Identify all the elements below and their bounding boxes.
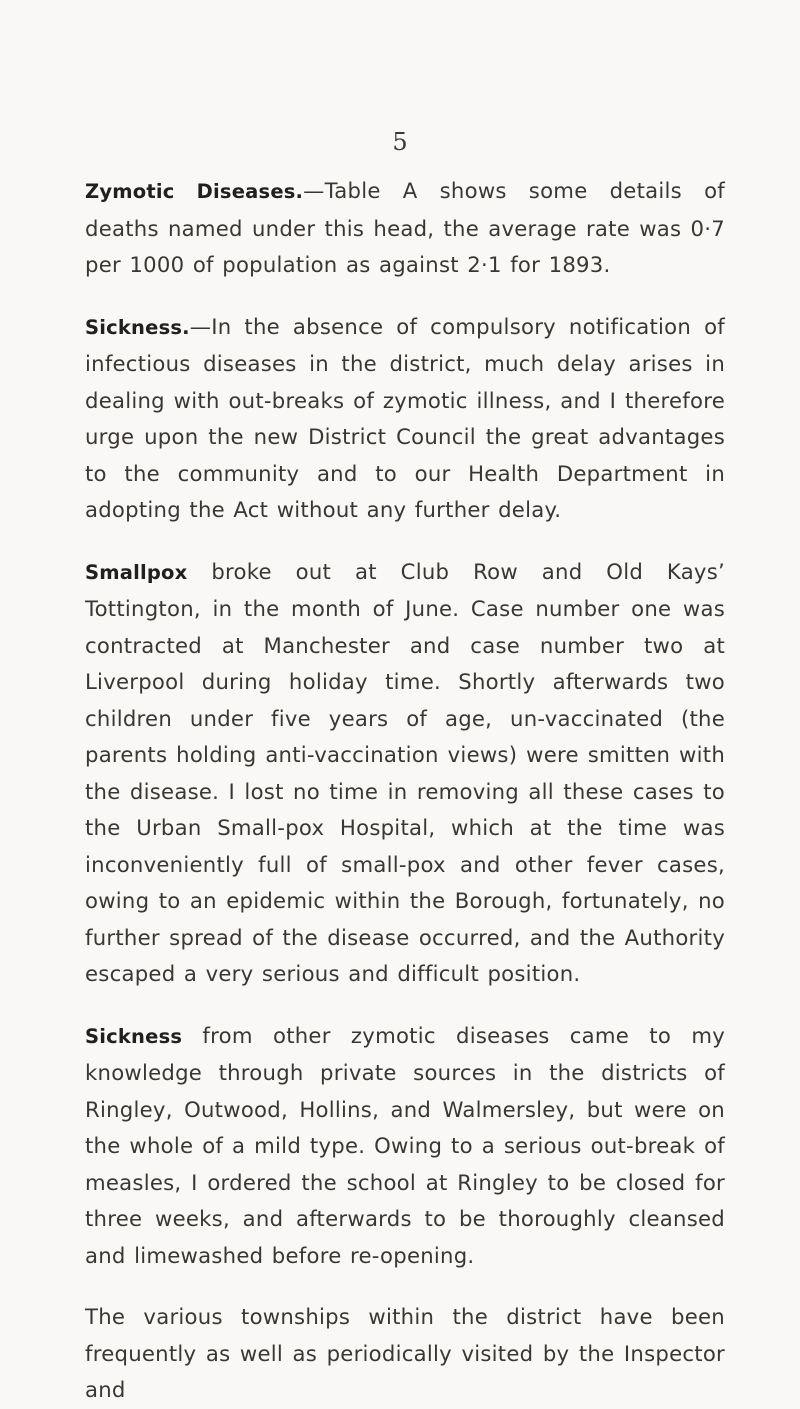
paragraph-text: broke out at Club Row and Old Kays’ Tottington, in the month of June. Case number one was contracted at Manchester and case number two at Liverpool during holiday time. Shortly afterwards two children under five years of age, un-vaccinated (the parents holding anti-vaccination views) were smitten with the disease. I lost no time in removing all these cases to the Urban Small-pox Hospital, which at the time was inconveniently full of small-pox and other fever cases, owing to an epidemic within the Borough, fortunately, no further spread of the disease occurred, and the Authority escaped a very serious and difficult position. [85,558,725,986]
paragraph-heading: Sickness [85,1024,183,1048]
body-text [85,173,725,1409]
paragraph-text: —Table A shows some details of deaths named under this head, the average rate was 0·7 per 1000 of population as against 2·1 for 1893. [85,178,725,277]
paragraph-text: from other zymotic diseases came to my knowledge through private sources in the districts of Ringley, Outwood, Hollins, and Walmersley, but were on the whole of a mild type. Owing to a serious out-break of measles, I ordered the school at Ringley to be closed for three weeks, and afterwards to be thoroughly cleansed and limewashed before re-opening. [85,1022,725,1268]
paragraph-sickness [85,309,725,529]
page-number: 5 [392,128,408,156]
paragraph-townships [85,1299,725,1409]
paragraph-text: —In the absence of compulsory notification of infectious diseases in the district, much delay arises in dealing with out-breaks of zymotic illness, and I therefore urge upon the new District Council the great advantages to the community and to our Health Department in adopting the Act without any further delay. [85,313,725,522]
paragraph-zymotic-diseases [85,173,725,284]
paragraph-sickness-other [85,1018,725,1275]
paragraph-heading: Smallpox [85,560,188,584]
paragraph-text: The various townships within the district have been frequently as well as periodically visited by the Inspector and [85,1304,725,1402]
paragraph-heading: Sickness. [85,315,190,339]
paragraph-heading: Zymotic Diseases. [85,180,304,203]
paragraph-smallpox [85,554,725,993]
